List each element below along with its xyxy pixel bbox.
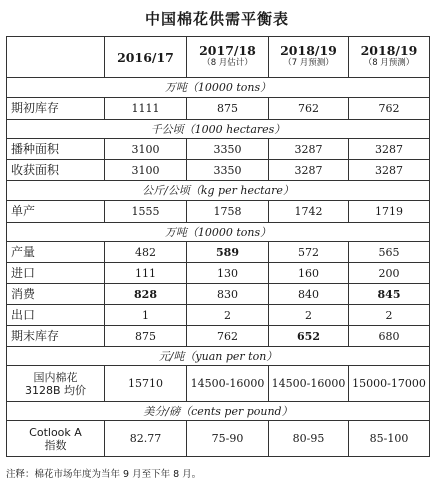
table-row	[7, 326, 430, 347]
cell: 1742	[269, 201, 349, 223]
row-label: 期初库存	[7, 98, 105, 120]
unit-row	[7, 347, 430, 366]
cell: 762	[269, 98, 349, 120]
table-row	[7, 366, 430, 402]
unit-label: 千公顷（1000 hectares）	[7, 120, 430, 139]
cell: 75-90	[187, 421, 269, 457]
header-empty-cell	[7, 37, 105, 78]
cell: 828	[105, 284, 187, 305]
header-col-3: 2018/19 （7 月预测）	[269, 37, 349, 78]
cell: 14500-16000	[187, 366, 269, 402]
table-row	[7, 242, 430, 263]
row-label: 单产	[7, 201, 105, 223]
cell: 14500-16000	[269, 366, 349, 402]
page-title: 中国棉花供需平衡表	[144, 10, 289, 28]
cell: 111	[105, 263, 187, 284]
cell: 3287	[349, 139, 430, 160]
table-row	[7, 421, 430, 457]
header-row	[7, 37, 430, 78]
cell: 652	[269, 326, 349, 347]
cell: 565	[349, 242, 430, 263]
cell: 160	[269, 263, 349, 284]
cell: 2	[187, 305, 269, 326]
unit-row	[7, 181, 430, 201]
table-row	[7, 98, 430, 120]
row-label: 产量	[7, 242, 105, 263]
cell: 3350	[187, 139, 269, 160]
table-row	[7, 284, 430, 305]
row-label: 期末库存	[7, 326, 105, 347]
cell: 1555	[105, 201, 187, 223]
cell: 589	[187, 242, 269, 263]
header-col-1: 2016/17	[105, 37, 187, 78]
table-row	[7, 139, 430, 160]
unit-label: 美分/磅（cents per pound）	[7, 402, 430, 421]
unit-label: 万吨（10000 tons）	[7, 223, 430, 242]
cell: 680	[349, 326, 430, 347]
cell: 82.77	[105, 421, 187, 457]
cell: 1758	[187, 201, 269, 223]
row-label: 播种面积	[7, 139, 105, 160]
cell: 15710	[105, 366, 187, 402]
cell: 3287	[349, 160, 430, 181]
cell: 200	[349, 263, 430, 284]
row-label: 国内棉花 3128B 均价	[7, 366, 105, 402]
cell: 1111	[105, 98, 187, 120]
cell: 875	[187, 98, 269, 120]
cotton-balance-table	[6, 36, 430, 457]
unit-row	[7, 120, 430, 139]
row-label: 出口	[7, 305, 105, 326]
cell: 1719	[349, 201, 430, 223]
table-row	[7, 305, 430, 326]
cell: 840	[269, 284, 349, 305]
cell: 572	[269, 242, 349, 263]
cell: 130	[187, 263, 269, 284]
row-label: 消费	[7, 284, 105, 305]
row-label: 进口	[7, 263, 105, 284]
unit-row	[7, 223, 430, 242]
cell: 482	[105, 242, 187, 263]
row-label: 收获面积	[7, 160, 105, 181]
cell: 845	[349, 284, 430, 305]
cell: 3100	[105, 139, 187, 160]
cell: 875	[105, 326, 187, 347]
cell: 3287	[269, 160, 349, 181]
cell: 85-100	[349, 421, 430, 457]
table-row	[7, 160, 430, 181]
cell: 762	[349, 98, 430, 120]
footnote: 注释：棉花市场年度为当年 9 月至下年 8 月。	[6, 469, 202, 480]
unit-label: 公斤/公顷（kg per hectare）	[7, 181, 430, 201]
cell: 3100	[105, 160, 187, 181]
cell: 1	[105, 305, 187, 326]
row-label: Cotlook A 指数	[7, 421, 105, 457]
header-col-4: 2018/19 （8 月预测）	[349, 37, 430, 78]
cell: 2	[349, 305, 430, 326]
cell: 3350	[187, 160, 269, 181]
cell: 2	[269, 305, 349, 326]
unit-row	[7, 402, 430, 421]
table-row	[7, 263, 430, 284]
cell: 15000-17000	[349, 366, 430, 402]
table-row	[7, 201, 430, 223]
header-col-2: 2017/18 （8 月估计）	[187, 37, 269, 78]
cell: 80-95	[269, 421, 349, 457]
unit-label: 元/吨（yuan per ton）	[7, 347, 430, 366]
cell: 3287	[269, 139, 349, 160]
cell: 762	[187, 326, 269, 347]
unit-label: 万吨（10000 tons）	[7, 78, 430, 98]
unit-row	[7, 78, 430, 98]
cell: 830	[187, 284, 269, 305]
